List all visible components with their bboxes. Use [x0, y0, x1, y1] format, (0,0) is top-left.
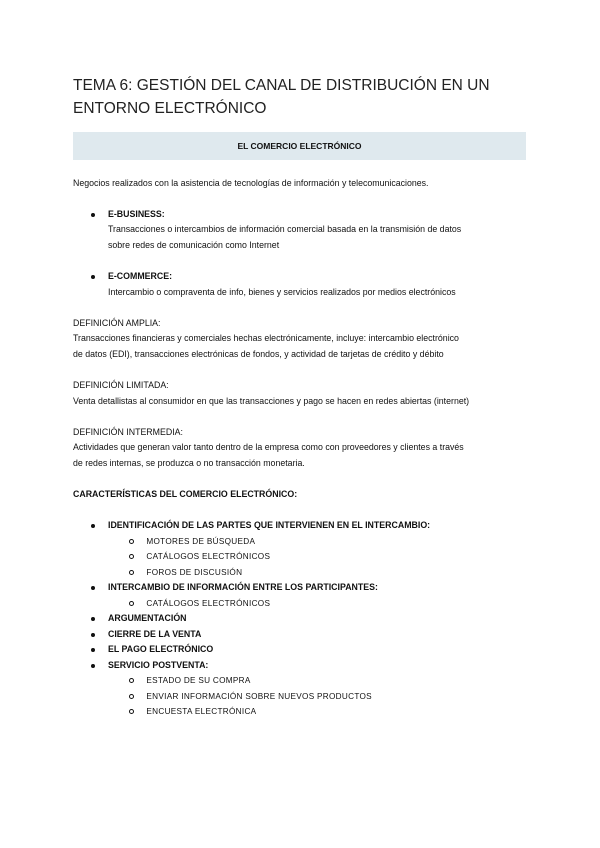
list-item-label: SERVICIO POSTVENTA:: [108, 660, 209, 670]
list-item-label: EL PAGO ELECTRÓNICO: [108, 644, 214, 654]
sub-item-catalogos: [129, 549, 270, 565]
sub-item-label: ESTADO DE SU COMPRA: [146, 676, 251, 685]
ebusiness-desc-line-1: Transacciones o intercambios de información comercial basada en la transmisión de datos: [108, 224, 462, 234]
def-amplia-heading: DEFINICIÓN AMPLIA:: [73, 318, 161, 328]
sub-item-foros: [129, 565, 242, 581]
sub-item-motores: [129, 534, 255, 550]
def-limitada-heading: DEFINICIÓN LIMITADA:: [73, 380, 169, 390]
bullet-icon: [91, 524, 95, 528]
def-amplia-line-2: de datos (EDI), transacciones electrónicas de fondos, y actividad de tarjetas de crédito y débito: [73, 349, 444, 359]
list-item-postventa: [91, 658, 208, 674]
circle-bullet-icon: [129, 539, 134, 544]
circle-bullet-icon: [129, 678, 134, 683]
list-item-label: IDENTIFICACIÓN DE LAS PARTES QUE INTERVIENEN EN EL INTERCAMBIO:: [108, 520, 431, 530]
sub-item-estado: [129, 673, 251, 689]
bullet-icon: [91, 275, 95, 279]
sub-item-encuesta: [129, 704, 256, 720]
list-item-cierre: [91, 627, 201, 643]
bullet-icon: [91, 617, 95, 621]
list-item-argumentacion: [91, 611, 187, 627]
section-banner-label: EL COMERCIO ELECTRÓNICO: [237, 141, 362, 151]
page-title: TEMA 6: GESTIÓN DEL CANAL DE DISTRIBUCIÓN EN UN ENTORNO ELECTRÓNICO: [73, 77, 490, 117]
def-amplia-line-1: Transacciones financieras y comerciales hechas electrónicamente, incluye: intercambio electrónico: [73, 333, 459, 343]
def-intermedia-line-1: Actividades que generan valor tanto dentro de la empresa como con proveedores y clientes a través: [73, 442, 464, 452]
def-limitada-line-1: Venta detallistas al consumidor en que las transacciones y pago se hacen en redes abiertas (internet): [73, 396, 470, 406]
list-item-ebusiness: [91, 207, 165, 223]
sub-item-label: MOTORES DE BÚSQUEDA: [146, 537, 256, 546]
ecommerce-desc-line-1: Intercambio o compraventa de info, bienes y servicios realizados por medios electrónicos: [108, 287, 456, 297]
list-item-label: INTERCAMBIO DE INFORMACIÓN ENTRE LOS PARTICIPANTES:: [108, 582, 378, 592]
section-banner: [73, 132, 526, 160]
list-item-ecommerce: [91, 269, 172, 285]
bullet-icon: [91, 586, 95, 590]
bullet-icon: [91, 664, 95, 668]
intro-text: Negocios realizados con la asistencia de tecnologías de información y telecomunicaciones.: [73, 178, 429, 188]
caracteristicas-heading: CARACTERÍSTICAS DEL COMERCIO ELECTRÓNICO:: [73, 489, 298, 499]
ecommerce-label: E-COMMERCE:: [108, 271, 173, 281]
circle-bullet-icon: [129, 570, 134, 575]
list-item-identificacion: [91, 518, 430, 534]
ebusiness-desc-line-2: sobre redes de comunicación como Internet: [108, 240, 280, 250]
list-item-pago: [91, 642, 213, 658]
circle-bullet-icon: [129, 601, 134, 606]
bullet-icon: [91, 213, 95, 217]
sub-item-label: CATÁLOGOS ELECTRÓNICOS: [146, 599, 271, 608]
bullet-icon: [91, 633, 95, 637]
circle-bullet-icon: [129, 554, 134, 559]
sub-item-label: CATÁLOGOS ELECTRÓNICOS: [146, 552, 271, 561]
sub-item-label: FOROS DE DISCUSIÓN: [146, 568, 243, 577]
list-item-label: ARGUMENTACIÓN: [108, 613, 187, 623]
sub-item-label: ENVIAR INFORMACIÓN SOBRE NUEVOS PRODUCTOS: [146, 692, 372, 701]
sub-item-enviar: [129, 689, 372, 705]
def-intermedia-line-2: de redes internas, se produzca o no transacción monetaria.: [73, 458, 305, 468]
circle-bullet-icon: [129, 694, 134, 699]
list-item-intercambio: [91, 580, 378, 596]
def-intermedia-heading: DEFINICIÓN INTERMEDIA:: [73, 427, 183, 437]
sub-item-catalogos-2: [129, 596, 270, 612]
ebusiness-label: E-BUSINESS:: [108, 209, 165, 219]
bullet-icon: [91, 648, 95, 652]
list-item-label: CIERRE DE LA VENTA: [108, 629, 202, 639]
sub-item-label: ENCUESTA ELECTRÓNICA: [146, 707, 257, 716]
circle-bullet-icon: [129, 709, 134, 714]
